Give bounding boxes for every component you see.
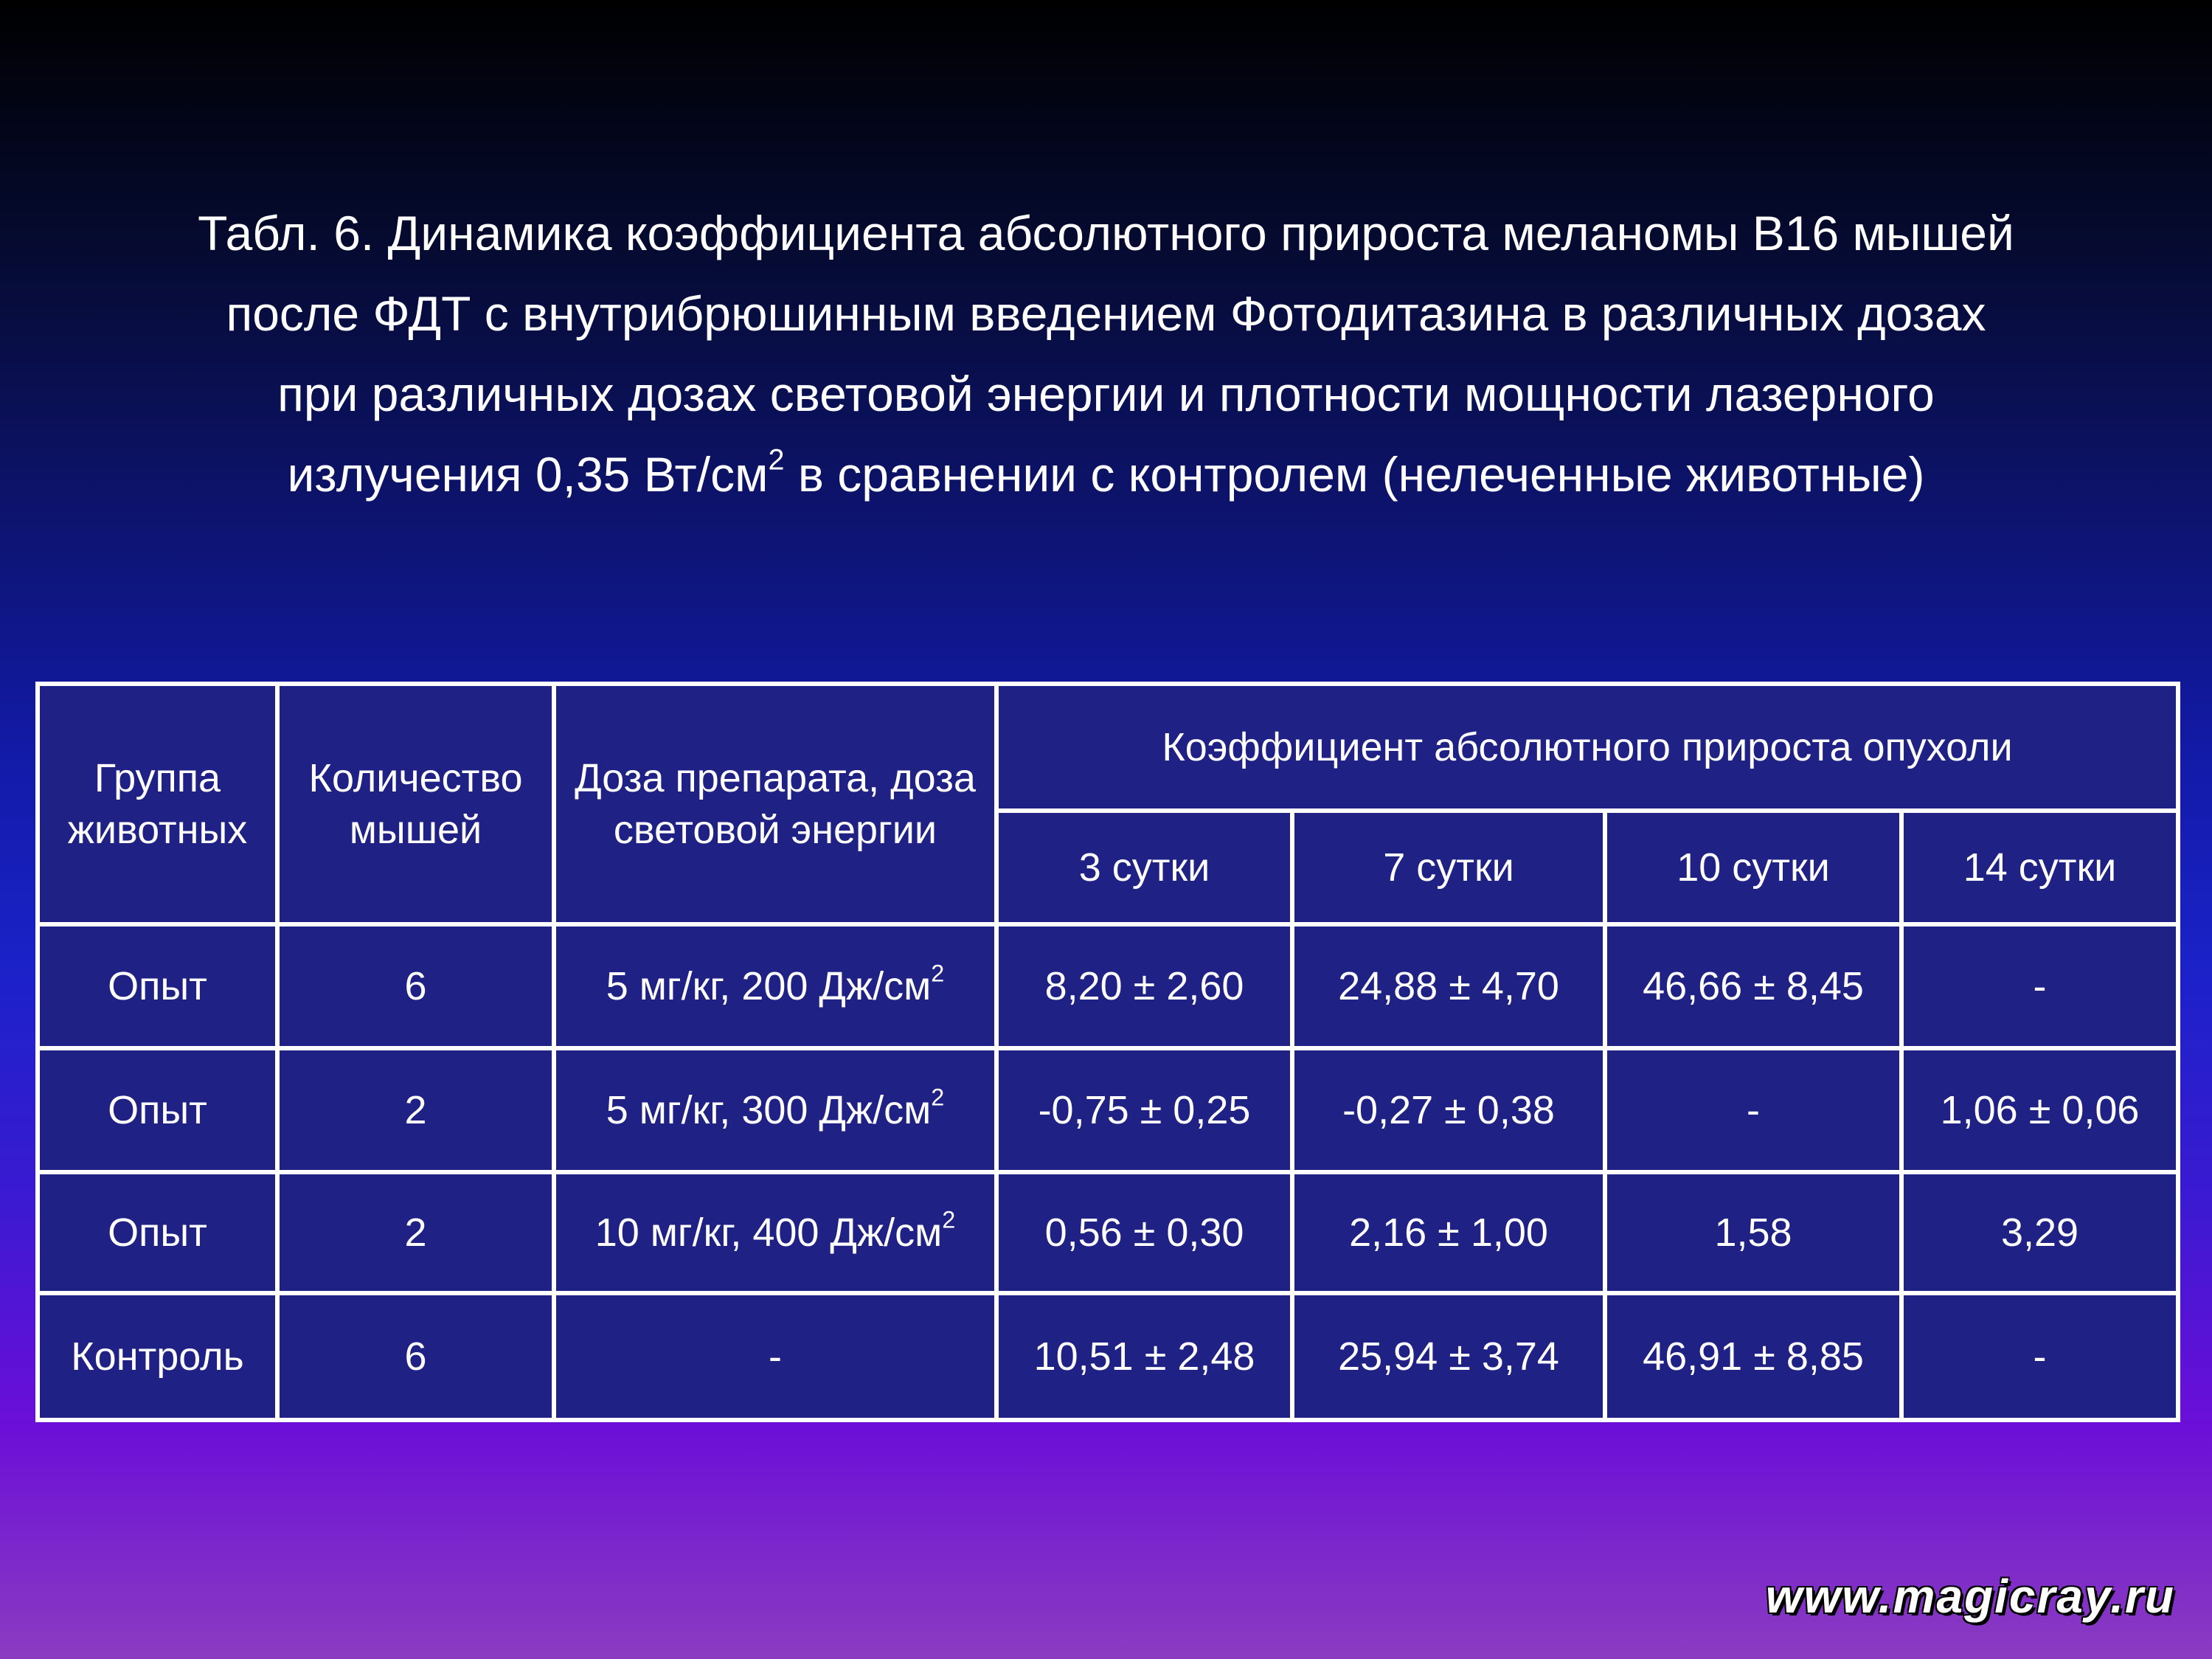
dose-superscript: 2 <box>931 1084 945 1111</box>
header-day-14: 14 сутки <box>1901 811 2178 924</box>
cell-day-3: 8,20 ± 2,60 <box>996 924 1292 1048</box>
slide-title <box>30 193 2182 515</box>
cell-day-10: - <box>1605 1048 1901 1172</box>
cell-dose <box>554 1172 996 1293</box>
cell-dose <box>554 924 996 1048</box>
cell-day-10: 46,91 ± 8,85 <box>1605 1293 1901 1420</box>
dose-text: - <box>769 1334 782 1379</box>
cell-day-10: 1,58 <box>1605 1172 1901 1293</box>
cell-day-14: 1,06 ± 0,06 <box>1901 1048 2178 1172</box>
results-table <box>35 682 2180 1422</box>
header-dose: Доза препарата, доза световой энергии <box>554 684 996 924</box>
cell-day-14: - <box>1901 924 2178 1048</box>
header-day-10: 10 сутки <box>1605 811 1901 924</box>
cell-count: 2 <box>277 1048 554 1172</box>
cell-count: 6 <box>277 1293 554 1420</box>
header-day-3: 3 сутки <box>996 811 1292 924</box>
title-superscript: 2 <box>768 443 785 477</box>
header-row-top <box>38 684 2178 811</box>
cell-dose <box>554 1048 996 1172</box>
title-line-4-rest: в сравнении с контролем (нелеченные животные) <box>784 447 1925 502</box>
cell-day-3: -0,75 ± 0,25 <box>996 1048 1292 1172</box>
table-row <box>38 924 2178 1048</box>
cell-day-3: 10,51 ± 2,48 <box>996 1293 1292 1420</box>
header-coefficient: Коэффициент абсолютного прироста опухоли <box>996 684 2178 811</box>
dose-text: 10 мг/кг, 400 Дж/см <box>594 1211 943 1255</box>
title-line-4 <box>30 434 2182 515</box>
cell-group: Опыт <box>38 1048 277 1172</box>
dose-superscript: 2 <box>931 960 945 987</box>
cell-day-3: 0,56 ± 0,30 <box>996 1172 1292 1293</box>
dose-text: 5 мг/кг, 200 Дж/см <box>606 964 932 1008</box>
cell-group: Опыт <box>38 1172 277 1293</box>
title-line-4-text: излучения 0,35 Вт/см <box>287 447 769 502</box>
table-row <box>38 1048 2178 1172</box>
website-watermark: www.magicray.ru <box>1765 1570 2175 1623</box>
header-day-7: 7 сутки <box>1292 811 1605 924</box>
title-line-2: после ФДТ с внутрибрюшинным введением Фотодитазина в различных дозах <box>226 286 1986 341</box>
dose-text: 5 мг/кг, 300 Дж/см <box>606 1088 932 1132</box>
cell-group: Контроль <box>38 1293 277 1420</box>
cell-dose <box>554 1293 996 1420</box>
title-line-1: Табл. 6. Динамика коэффициента абсолютного прироста меланомы В16 мышей <box>198 206 2014 260</box>
cell-count: 2 <box>277 1172 554 1293</box>
cell-day-14: 3,29 <box>1901 1172 2178 1293</box>
header-group: Группа животных <box>38 684 277 924</box>
table-row <box>38 1293 2178 1420</box>
cell-day-14: - <box>1901 1293 2178 1420</box>
dose-superscript: 2 <box>942 1206 956 1233</box>
cell-day-7: 25,94 ± 3,74 <box>1292 1293 1605 1420</box>
cell-count: 6 <box>277 924 554 1048</box>
cell-day-10: 46,66 ± 8,45 <box>1605 924 1901 1048</box>
header-count: Количество мышей <box>277 684 554 924</box>
cell-group: Опыт <box>38 924 277 1048</box>
cell-day-7: -0,27 ± 0,38 <box>1292 1048 1605 1172</box>
table-row <box>38 1172 2178 1293</box>
title-line-3: при различных дозах световой энергии и плотности мощности лазерного <box>277 367 1935 421</box>
cell-day-7: 24,88 ± 4,70 <box>1292 924 1605 1048</box>
cell-day-7: 2,16 ± 1,00 <box>1292 1172 1605 1293</box>
